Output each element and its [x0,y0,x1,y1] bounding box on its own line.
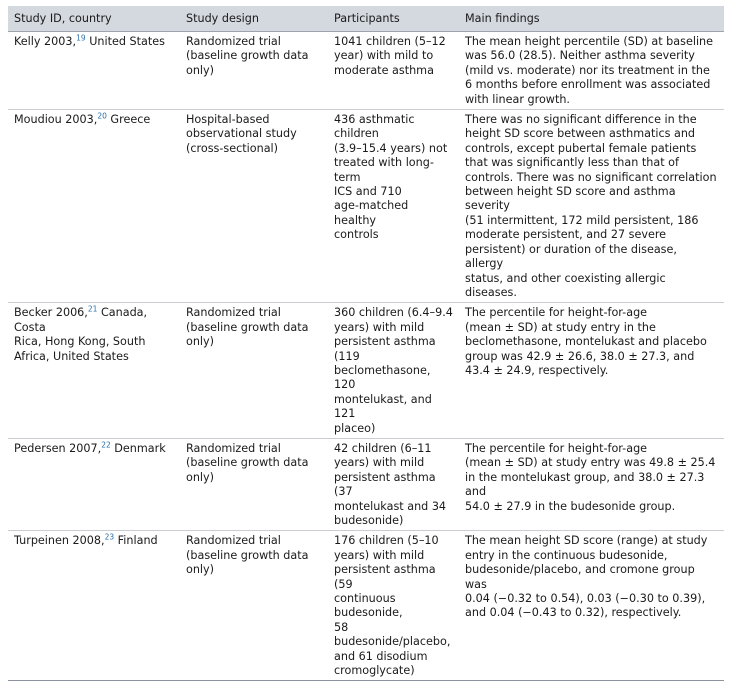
studies-table [8,6,724,681]
participants-cell: 42 children (6–11 years) with mild persistent asthma (37 montelukast and 34 budesonide) [334,441,447,527]
reference-link[interactable]: 21 [87,304,98,314]
table-row [8,303,724,439]
header-row [8,6,724,32]
study-country: Finland [114,534,158,548]
participants-cell: 360 children (6.4–9.4 years) with mild persistent asthma (119 beclomethasone, 120 montelukast, and 121 placeo) [334,306,453,435]
table-row [8,32,724,110]
participants-cell: 436 asthmatic children (3.9–15.4 years) not treated with long-term ICS and 710 age-matched healthy controls [334,113,448,242]
header-participants: Participants [328,6,459,32]
findings-cell: There was no significant difference in the height SD score between asthmatics and controls, except pubertal female patients that was significantly less than that of controls. There was no significant correlation between height SD score and asthma severity (51 intermittent, 172 mild persistent, 186 moderate persistent, and 27 severe persistent) or duration of the disease, allergy status, and other coexisting allergic diseases. [465,113,717,299]
study-name: Moudiou 2003, [14,113,98,127]
findings-cell: The mean height percentile (SD) at baseline was 56.0 (28.5). Neither asthma severity (mild vs. moderate) nor its treatment in the 6 months before enrollment was associated with linear growth. [465,35,714,106]
study-country: United States [85,35,165,48]
study-country: Denmark [110,441,166,455]
findings-cell: The percentile for height-for-age (mean ± SD) at study entry in the beclomethasone, montelukast and placebo group was 42.9 ± 26.6, 38.0 ± 27.3, and 43.4 ± 24.9, respectively. [465,306,707,377]
table-row [8,531,724,681]
reference-link[interactable]: 19 [76,33,86,43]
study-id-cell [8,303,180,439]
study-country: Greece [106,113,151,127]
findings-cell: The mean height SD score (range) at study entry in the continuous budesonide, budesonide/placebo, and cromone group was 0.04 (−0.32 to 0.54), 0.03 (−0.30 to 0.39), and 0.04 (−0.43 to 0.32), respectively. [465,534,708,620]
study-id-cell [8,531,180,681]
table-row [8,110,724,303]
study-name: Kelly 2003, [14,35,77,48]
participants-cell: 1041 children (5–12 year) with mild to moderate asthma [334,35,446,77]
study-design-cell: Randomized trial (baseline growth data only) [186,441,309,484]
study-design-cell: Randomized trial (baseline growth data only) [186,534,309,577]
study-design-cell: Randomized trial (baseline growth data only) [186,35,309,77]
table-row [8,438,724,530]
study-country: Canada, Costa Rica, Hong Kong, South Africa, United States [14,306,148,363]
header-study-design: Study design [180,6,328,32]
study-id-cell [8,110,180,303]
study-id-cell [8,32,180,110]
reference-link[interactable]: 20 [97,111,107,121]
reference-link[interactable]: 23 [104,532,115,542]
study-id-cell [8,438,180,530]
study-name: Pedersen 2007, [14,441,102,455]
reference-link[interactable]: 22 [101,440,111,450]
participants-cell: 176 children (5–10 years) with mild persistent asthma (59 continuous budesonide, 58 budesonide/placebo, and 61 disodium cromoglycate) [334,534,451,678]
study-design-cell: Randomized trial (baseline growth data only) [186,306,309,349]
header-study-id: Study ID, country [8,6,180,32]
study-name: Becker 2006, [14,306,88,320]
study-name: Turpeinen 2008, [14,534,105,548]
header-main-findings: Main findings [459,6,724,32]
findings-cell: The percentile for height-for-age (mean ± SD) at study entry was 49.8 ± 25.4 in the montelukast group, and 38.0 ± 27.3 and 54.0 ± 27.9 in the budesonide group. [465,441,716,513]
study-design-cell: Hospital-based observational study (cross-sectional) [186,113,297,155]
